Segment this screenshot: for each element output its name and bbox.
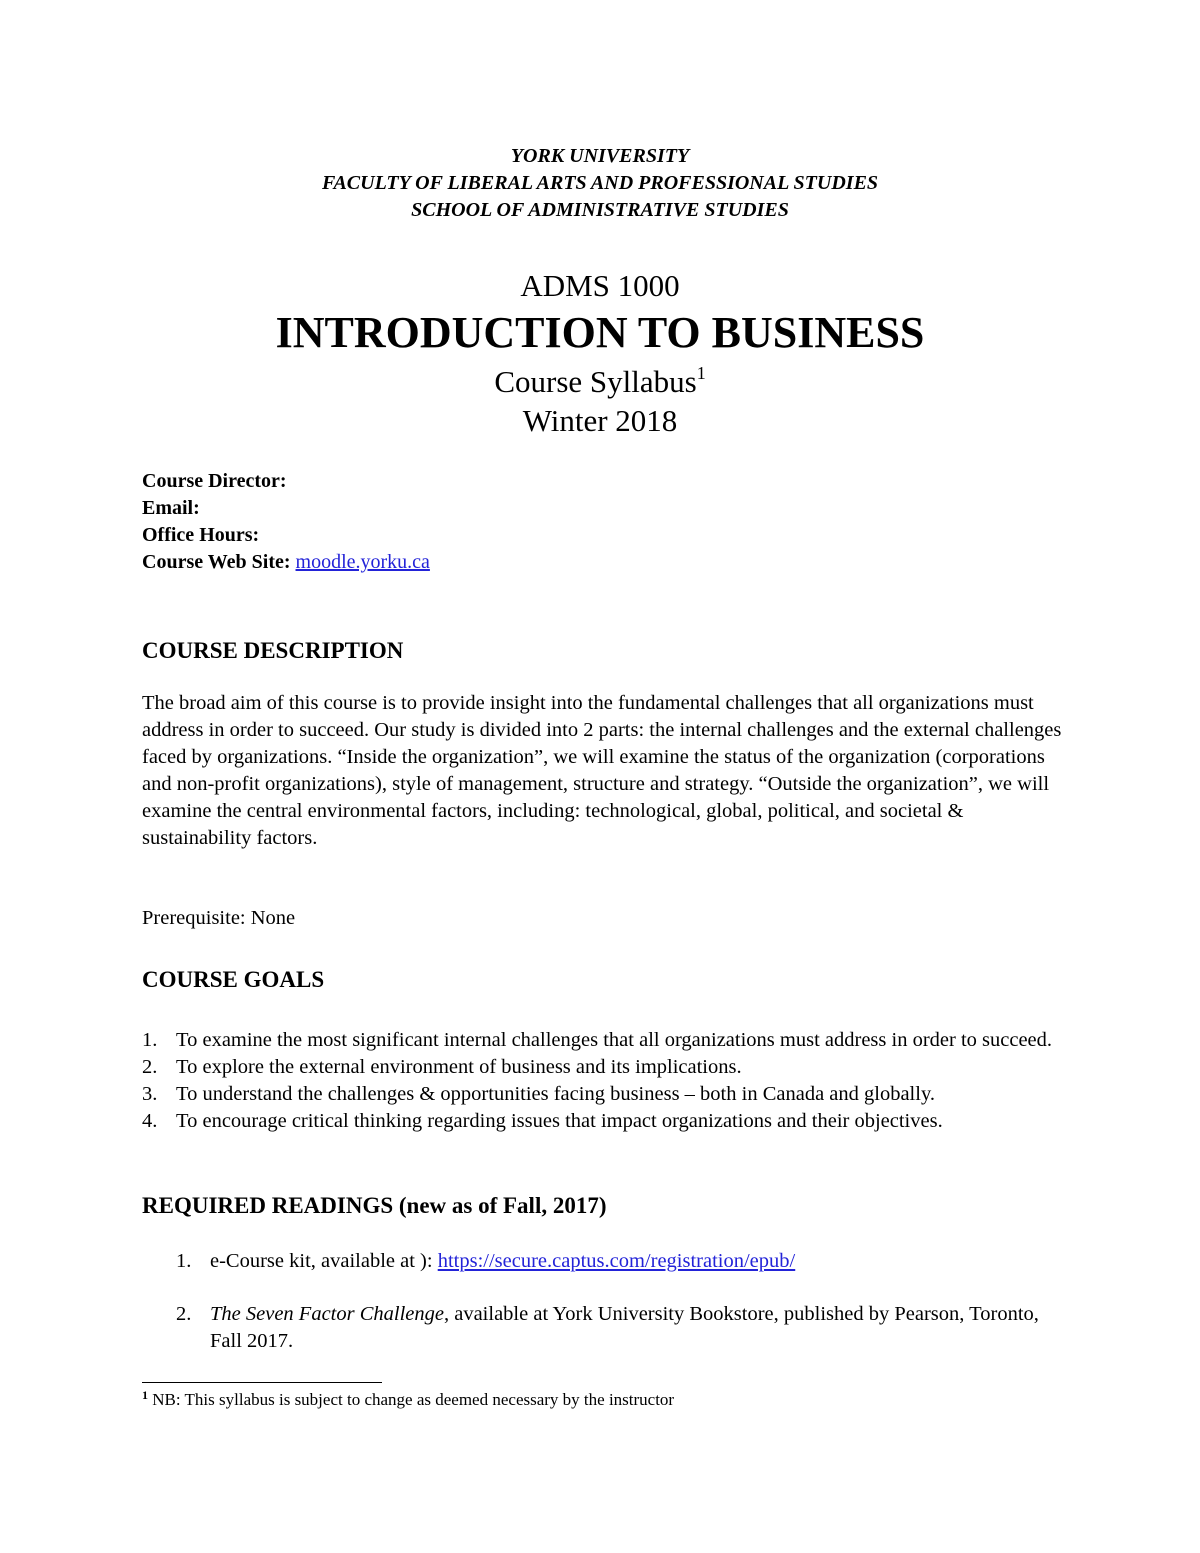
list-item-text: To explore the external environment of business and its implications.: [176, 1056, 742, 1078]
footnote: [142, 1389, 674, 1411]
syllabus-label: Course Syllabus: [494, 364, 697, 399]
course-code: ADMS 1000: [520, 268, 680, 303]
required-readings-heading: REQUIRED READINGS (new as of Fall, 2017): [142, 1193, 607, 1218]
course-goals-list: [142, 1027, 1072, 1135]
footnote-reference[interactable]: 1: [696, 363, 706, 383]
textbook-title: The Seven Factor Challenge: [210, 1303, 444, 1325]
list-number: 4.: [142, 1110, 158, 1132]
university-name: YORK UNIVERSITY: [510, 145, 690, 167]
reading-item: [176, 1248, 1056, 1275]
footnote-mark: 1: [142, 1388, 148, 1402]
reading-text: , available at York University Bookstore, published by Pearson, Toronto, Fall 2017.: [210, 1303, 1039, 1352]
term: Winter 2018: [522, 403, 678, 438]
website-link[interactable]: moodle.yorku.ca: [295, 551, 430, 573]
list-item-text: To encourage critical thinking regarding issues that impact organizations and their objectives.: [176, 1110, 943, 1132]
footnote-text: NB: This syllabus is subject to change as deemed necessary by the instructor: [148, 1390, 675, 1409]
faculty-name: FACULTY OF LIBERAL ARTS AND PROFESSIONAL STUDIES: [321, 172, 879, 194]
course-title: INTRODUCTION TO BUSINESS: [275, 308, 925, 357]
ecourse-kit-link[interactable]: https://secure.captus.com/registration/epub/: [437, 1250, 796, 1272]
course-description-body: The broad aim of this course is to provide insight into the fundamental challenges that all organizations must address in order to succeed. Our study is divided into 2 parts: the internal challenges and the external challenges faced by organizations. “Inside the organization”, we will examine the status of the organization (corporations and non-profit organizations), style of management, structure and strategy. “Outside the organization”, we will examine the central environmental factors, including: technological, global, political, and societal & sustainability factors.: [142, 692, 1062, 849]
list-item: [142, 1027, 1072, 1054]
list-item: [142, 1108, 1072, 1135]
school-name: SCHOOL OF ADMINISTRATIVE STUDIES: [411, 199, 789, 221]
course-description-heading: COURSE DESCRIPTION: [142, 638, 404, 663]
prerequisite: Prerequisite: None: [142, 907, 296, 929]
office-hours-label: Office Hours:: [142, 524, 260, 546]
course-goals-heading: COURSE GOALS: [142, 967, 325, 992]
course-director-label: Course Director:: [142, 470, 287, 492]
email-label: Email:: [142, 497, 200, 519]
list-number: 2.: [176, 1303, 192, 1325]
list-item-text: To examine the most significant internal challenges that all organizations must address in order to succeed.: [176, 1029, 1053, 1051]
footnote-separator: [142, 1382, 382, 1383]
list-item-text: To understand the challenges & opportunities facing business – both in Canada and globally.: [176, 1083, 935, 1105]
website-label: Course Web Site:: [142, 551, 291, 573]
list-number: 1.: [176, 1250, 192, 1272]
list-number: 1.: [142, 1029, 158, 1051]
list-item: [142, 1081, 1072, 1108]
list-item: [142, 1054, 1072, 1081]
course-info: [142, 468, 430, 576]
list-number: 2.: [142, 1056, 158, 1078]
syllabus-heading: [0, 362, 1200, 440]
reading-text: e-Course kit, available at ):: [210, 1250, 438, 1272]
list-number: 3.: [142, 1083, 158, 1105]
reading-item: [176, 1301, 1056, 1355]
institution-header: [0, 143, 1200, 224]
